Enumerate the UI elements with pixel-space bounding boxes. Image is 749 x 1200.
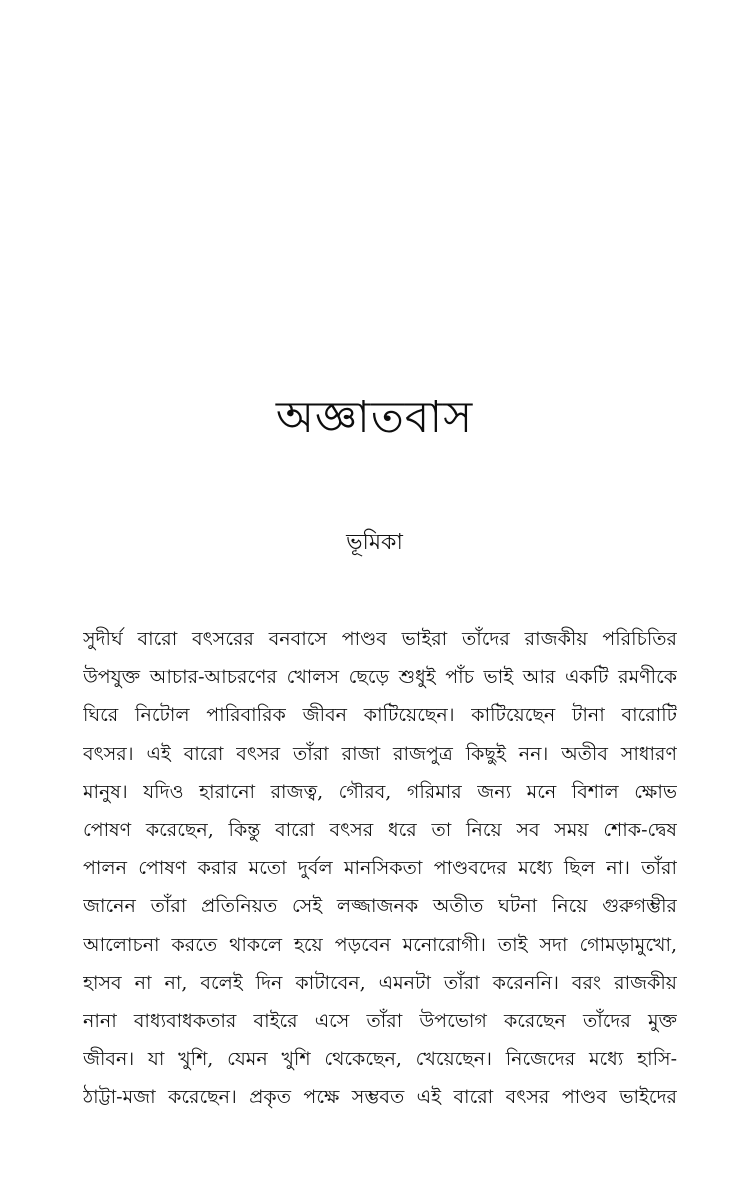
text-line: সুদীর্ঘ বারো বৎসরের বনবাসে পাণ্ডব ভাইরা তাঁদের রাজকীয় পরিচিতির bbox=[83, 628, 677, 650]
text-line: ঘিরে নিটোল পারিবারিক জীবন কাটিয়েছেন। কাটিয়েছেন টানা বারোটি bbox=[83, 704, 677, 727]
section-heading: ভূমিকা bbox=[346, 530, 403, 555]
chapter-title: অজ্ঞাতবাস bbox=[275, 392, 474, 443]
text-line: আলোচনা করতে থাকলে হয়ে পড়বেন মনোরোগী। তাই সদা গোমড়ামুখো, bbox=[83, 933, 677, 956]
text-line: নানা বাধ্যবাধকতার বাইরে এসে তাঁরা উপভোগ করেছেন তাঁদের মুক্ত bbox=[83, 1009, 677, 1032]
text-line: পোষণ করেছেন, কিন্তু বারো বৎসর ধরে তা নিয়ে সব সময় শোক-দ্বেষ bbox=[83, 818, 677, 841]
text-line: জীবন। যা খুশি, যেমন খুশি থেকেছেন, খেয়েছেন। নিজেদের মধ্যে হাসি- bbox=[83, 1048, 677, 1071]
text-line: পালন পোষণ করার মতো দুর্বল মানসিকতা পাণ্ডবদের মধ্যে ছিল না। তাঁরা bbox=[83, 857, 677, 880]
text-line: হাসব না না, বলেই দিন কাটাবেন, এমনটা তাঁরা করেননি। বরং রাজকীয় bbox=[83, 971, 677, 994]
text-line: বৎসর। এই বারো বৎসর তাঁরা রাজা রাজপুত্র কিছুই নন। অতীব সাধারণ bbox=[83, 742, 677, 765]
body-paragraph bbox=[83, 620, 677, 1116]
text-line: মানুষ। যদিও হারানো রাজত্ব, গৌরব, গরিমার জন্য মনে বিশাল ক্ষোভ bbox=[83, 780, 677, 803]
text-line: উপযুক্ত আচার-আচরণের খোলস ছেড়ে শুধুই পাঁচ ভাই আর একটি রমণীকে bbox=[83, 666, 677, 689]
text-line: ঠাট্টা-মজা করেছেন। প্রকৃত পক্ষে সম্ভবত এই বারো বৎসর পাণ্ডব ভাইদের bbox=[83, 1086, 677, 1109]
text-line: জানেন তাঁরা প্রতিনিয়ত সেই লজ্জাজনক অতীত ঘটনা নিয়ে গুরুগম্ভীর bbox=[83, 895, 677, 918]
